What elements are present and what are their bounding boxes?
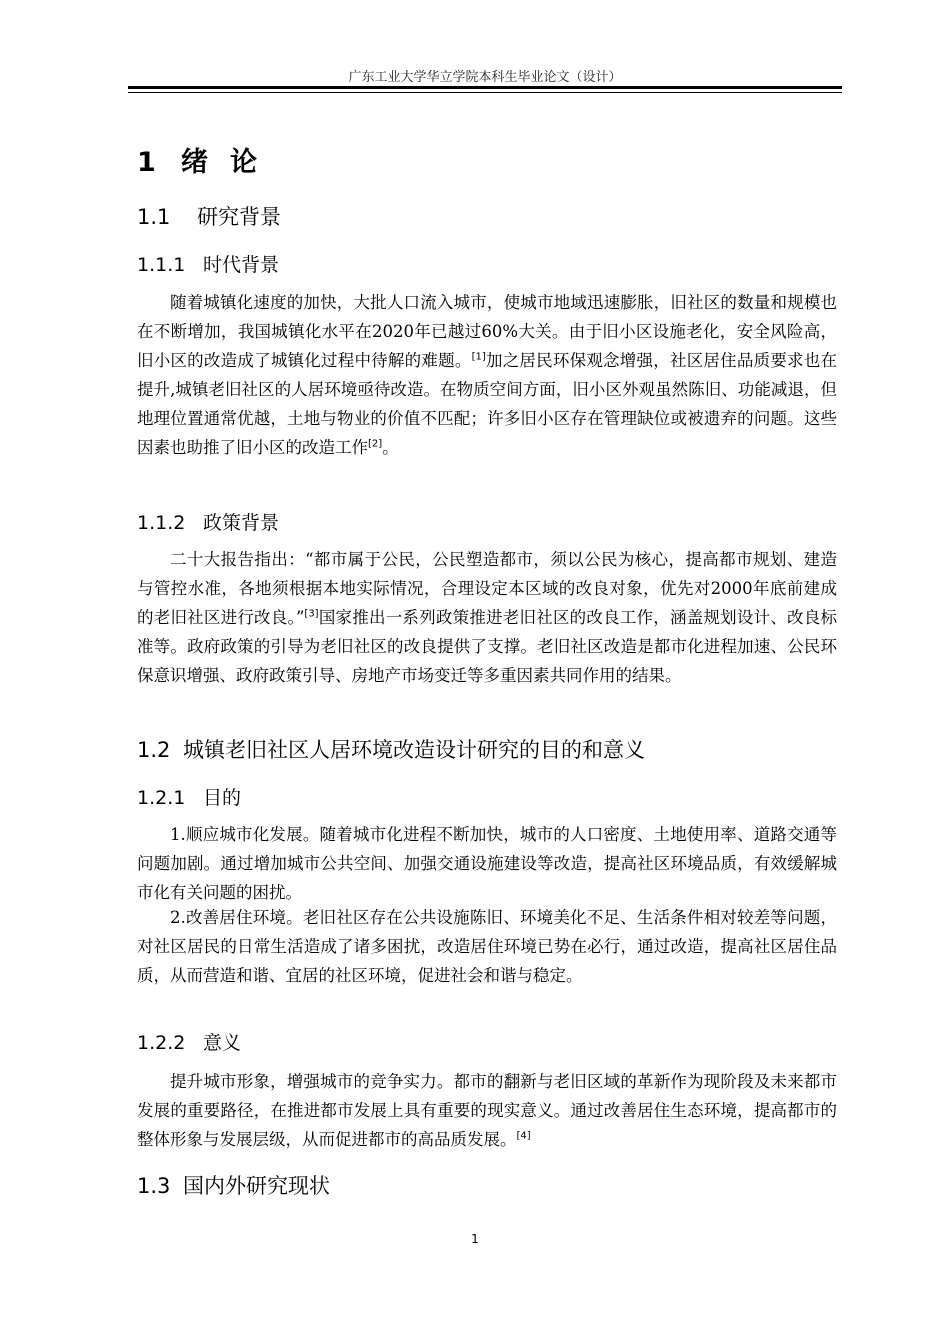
paragraph-purpose-1: 1.顺应城市化发展。随着城市化进程不断加快，城市的人口密度、土地使用率、道路交通等问题加剧。通过增加城市公共空间、加强交通设施建设等改造，提高社区环境品质，有效缓解城市化有关问题的困扰。 [137,825,837,902]
citation-1: [1] [471,351,486,363]
paragraph-purpose-2: 2.改善居住环境。老旧社区存在公共设施陈旧、环境美化不足、生活条件相对较差等问题，对社区居民的日常生活造成了诸多困扰，改造居住环境已势在必行，通过改造，提高社区居住品质，从而营造和谐、宜居的社区环境，促进社会和谐与稳定。 [137,908,837,985]
paragraph-text: 二十大报告指出：“都市属于公民，公民塑造都市，须以公民为核心，提高都市规划、建造与管控水准，各地须根据本地实际情况，合理设定本区域的改良对象，优先对2000年底前建成的老旧社区进行改良。” [137,550,837,627]
subsection-heading-1-2-1 [137,783,241,810]
section-title: 研究背景 [197,205,281,229]
subsection-title: 意义 [203,1032,242,1054]
section-number: 1.3 [137,1174,171,1198]
subsection-title: 政策背景 [203,512,280,534]
header-rule-thin [128,92,842,93]
chapter-number: 1 [137,147,156,178]
subsection-title: 目的 [203,787,242,809]
section-title: 国内外研究现状 [183,1174,330,1198]
subsection-heading-1-2-2 [137,1028,241,1055]
subsection-number: 1.1.1 [137,254,186,276]
header-rule-thick [128,86,842,89]
citation-4: [4] [516,1130,531,1142]
subsection-number: 1.2.2 [137,1032,186,1054]
section-heading-1-3 [137,1170,330,1200]
paragraph-era-background [137,288,837,462]
section-heading-1-2 [137,734,645,764]
section-heading-1-1 [137,201,281,231]
paragraph-text: 国家推出一系列政策推进老旧社区的改良工作，涵盖规划设计、改良标准等。政府政策的引导为老旧社区的改良提供了支撑。老旧社区改造是都市化进程加速、公民环保意识增强、政府政策引导、房地产市场变迁等多重因素共同作用的结果。 [137,608,838,685]
subsection-number: 1.1.2 [137,512,186,534]
section-number: 1.2 [137,738,171,762]
chapter-title: 绪论 [181,147,279,178]
subsection-title: 时代背景 [203,254,280,276]
paragraph-text: 加之居民环保观念增强，社区居住品质要求也在提升,城镇老旧社区的人居环境亟待改造。在物质空间方面，旧小区外观虽然陈旧、功能减退，但地理位置通常优越，土地与物业的价值不匹配；许多旧小区存在管理缺位或被遗弃的问题。这些因素也助推了旧小区的改造工作 [137,351,838,457]
paragraph-significance [137,1067,837,1154]
chapter-heading [137,140,279,179]
section-number: 1.1 [137,205,171,229]
paragraph-text: 随着城镇化速度的加快，大批人口流入城市，使城市地域迅速膨胀，旧社区的数量和规模也在不断增加，我国城镇化水平在2020年已越过60%大关。由于旧小区设施老化，安全风险高，旧小区的改造成了城镇化过程中待解的难题。 [137,293,837,370]
section-title: 城镇老旧社区人居环境改造设计研究的目的和意义 [183,738,645,762]
subsection-heading-1-1-2 [137,508,279,535]
paragraph-text: 提升城市形象，增强城市的竞争实力。都市的翻新与老旧区域的革新作为现阶段及未来都市发展的重要路径，在推进都市发展上具有重要的现实意义。通过改善居住生态环境，提高都市的整体形象与发展层级，从而促进都市的高品质发展。 [137,1072,837,1149]
subsection-heading-1-1-1 [137,250,279,277]
citation-3: [3] [304,608,319,620]
paragraph-text: 。 [382,438,399,457]
page-number: 1 [471,1232,479,1246]
citation-2: [2] [368,438,383,450]
paragraph-policy-background [137,545,837,690]
subsection-number: 1.2.1 [137,787,186,809]
running-header: 广东工业大学华立学院本科生毕业论文（设计） [348,70,622,85]
